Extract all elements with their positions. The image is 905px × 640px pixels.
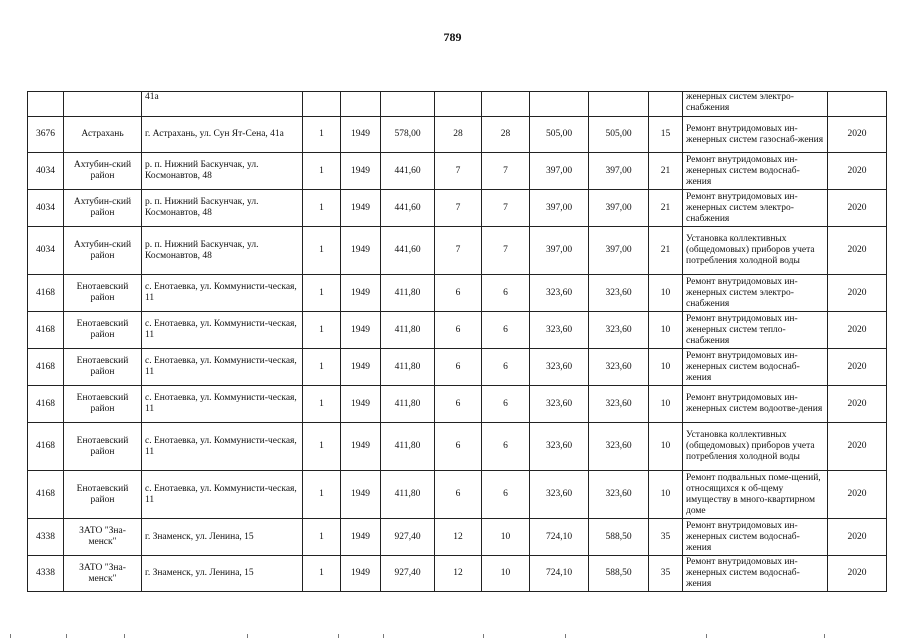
house-count-cell: 1 xyxy=(303,275,341,312)
work-type-cell: Ремонт подвальных поме-щений, относящихся к об-щему имуществу в много-квартирном доме xyxy=(683,471,828,519)
house-code-cell xyxy=(28,92,64,117)
total-area-cell: 411,80 xyxy=(381,423,435,471)
residents-cell: 6 xyxy=(435,275,482,312)
living-area-cell: 505,00 xyxy=(530,117,589,153)
total-area-cell: 927,40 xyxy=(381,556,435,592)
living-area-owned-cell: 588,50 xyxy=(589,519,649,556)
scan-edge-marks xyxy=(0,630,905,640)
house-count-cell: 1 xyxy=(303,312,341,349)
table-row xyxy=(28,471,887,519)
address-cell: с. Енотаевка, ул. Коммунисти-ческая, 11 xyxy=(142,386,303,423)
number-cell: 10 xyxy=(649,275,683,312)
build-year-cell: 1949 xyxy=(341,519,381,556)
address-cell: р. п. Нижний Баскунчак, ул. Космонавтов, 48 xyxy=(142,153,303,190)
table-row xyxy=(28,519,887,556)
address-cell: г. Астрахань, ул. Сун Ят-Сена, 41а xyxy=(142,117,303,153)
living-area-cell: 323,60 xyxy=(530,423,589,471)
living-area-cell: 397,00 xyxy=(530,190,589,227)
district-cell: ЗАТО "Зна-менск" xyxy=(64,556,142,592)
number-cell: 15 xyxy=(649,117,683,153)
district-cell: Енотаевский район xyxy=(64,386,142,423)
address-cell: г. Знаменск, ул. Ленина, 15 xyxy=(142,556,303,592)
plan-year-cell: 2020 xyxy=(828,386,887,423)
build-year-cell: 1949 xyxy=(341,190,381,227)
plan-year-cell: 2020 xyxy=(828,275,887,312)
residents-registered-cell: 6 xyxy=(482,386,530,423)
living-area-cell: 724,10 xyxy=(530,519,589,556)
house-count-cell: 1 xyxy=(303,227,341,275)
residents-cell: 7 xyxy=(435,190,482,227)
total-area-cell: 441,60 xyxy=(381,190,435,227)
residents-cell: 6 xyxy=(435,349,482,386)
plan-year-cell: 2020 xyxy=(828,153,887,190)
plan-year-cell: 2020 xyxy=(828,190,887,227)
total-area-cell: 578,00 xyxy=(381,117,435,153)
table-row xyxy=(28,153,887,190)
residents-cell: 12 xyxy=(435,556,482,592)
house-count-cell: 1 xyxy=(303,117,341,153)
total-area-cell: 411,80 xyxy=(381,312,435,349)
address-cell: с. Енотаевка, ул. Коммунисти-ческая, 11 xyxy=(142,312,303,349)
house-code-cell: 4168 xyxy=(28,423,64,471)
residents-cell: 7 xyxy=(435,153,482,190)
work-type-cell: Ремонт внутридомовых ин-женерных систем водоснаб-жения xyxy=(683,556,828,592)
house-count-cell: 1 xyxy=(303,349,341,386)
residents-registered-cell xyxy=(482,92,530,117)
housing-repair-table xyxy=(27,91,887,592)
residents-registered-cell: 7 xyxy=(482,190,530,227)
build-year-cell: 1949 xyxy=(341,275,381,312)
house-count-cell: 1 xyxy=(303,519,341,556)
plan-year-cell: 2020 xyxy=(828,519,887,556)
address-cell: с. Енотаевка, ул. Коммунисти-ческая, 11 xyxy=(142,349,303,386)
house-count-cell: 1 xyxy=(303,190,341,227)
total-area-cell: 441,60 xyxy=(381,153,435,190)
living-area-cell: 323,60 xyxy=(530,349,589,386)
work-type-cell: Ремонт внутридомовых ин-женерных систем электро-снабжения xyxy=(683,275,828,312)
number-cell: 21 xyxy=(649,190,683,227)
work-type-cell: женерных систем электро-снабжения xyxy=(683,92,828,117)
address-cell: с. Енотаевка, ул. Коммунисти-ческая, 11 xyxy=(142,471,303,519)
residents-registered-cell: 6 xyxy=(482,275,530,312)
residents-cell: 28 xyxy=(435,117,482,153)
residents-cell: 12 xyxy=(435,519,482,556)
build-year-cell xyxy=(341,92,381,117)
table-row xyxy=(28,423,887,471)
total-area-cell: 411,80 xyxy=(381,386,435,423)
table-row xyxy=(28,227,887,275)
living-area-cell: 724,10 xyxy=(530,556,589,592)
residents-registered-cell: 28 xyxy=(482,117,530,153)
district-cell: Енотаевский район xyxy=(64,471,142,519)
district-cell xyxy=(64,92,142,117)
table-row xyxy=(28,556,887,592)
number-cell: 35 xyxy=(649,556,683,592)
address-cell: с. Енотаевка, ул. Коммунисти-ческая, 11 xyxy=(142,275,303,312)
build-year-cell: 1949 xyxy=(341,423,381,471)
house-code-cell: 4168 xyxy=(28,312,64,349)
residents-registered-cell: 6 xyxy=(482,312,530,349)
address-cell: с. Енотаевка, ул. Коммунисти-ческая, 11 xyxy=(142,423,303,471)
address-cell: 41а xyxy=(142,92,303,117)
residents-registered-cell: 10 xyxy=(482,556,530,592)
house-code-cell: 3676 xyxy=(28,117,64,153)
work-type-cell: Установка коллективных (общедомовых) приборов учета потребления холодной воды xyxy=(683,423,828,471)
living-area-cell: 397,00 xyxy=(530,227,589,275)
district-cell: Ахтубин-ский район xyxy=(64,153,142,190)
number-cell: 10 xyxy=(649,312,683,349)
table-row xyxy=(28,117,887,153)
residents-registered-cell: 10 xyxy=(482,519,530,556)
residents-registered-cell: 6 xyxy=(482,349,530,386)
build-year-cell: 1949 xyxy=(341,471,381,519)
address-cell: р. п. Нижний Баскунчак, ул. Космонавтов, 48 xyxy=(142,190,303,227)
total-area-cell: 411,80 xyxy=(381,275,435,312)
build-year-cell: 1949 xyxy=(341,349,381,386)
residents-registered-cell: 6 xyxy=(482,471,530,519)
house-code-cell: 4034 xyxy=(28,227,64,275)
living-area-cell: 397,00 xyxy=(530,153,589,190)
district-cell: Енотаевский район xyxy=(64,423,142,471)
number-cell: 10 xyxy=(649,349,683,386)
living-area-owned-cell: 323,60 xyxy=(589,423,649,471)
total-area-cell: 411,80 xyxy=(381,471,435,519)
living-area-cell: 323,60 xyxy=(530,312,589,349)
living-area-owned-cell: 397,00 xyxy=(589,153,649,190)
work-type-cell: Ремонт внутридомовых ин-женерных систем водоснаб-жения xyxy=(683,519,828,556)
house-count-cell: 1 xyxy=(303,471,341,519)
number-cell: 35 xyxy=(649,519,683,556)
page-number: 789 xyxy=(443,30,462,44)
house-code-cell: 4034 xyxy=(28,190,64,227)
living-area-cell: 323,60 xyxy=(530,471,589,519)
house-code-cell: 4034 xyxy=(28,153,64,190)
living-area-cell: 323,60 xyxy=(530,275,589,312)
district-cell: Енотаевский район xyxy=(64,349,142,386)
table-row xyxy=(28,190,887,227)
residents-registered-cell: 7 xyxy=(482,227,530,275)
living-area-owned-cell: 397,00 xyxy=(589,227,649,275)
work-type-cell: Установка коллективных (общедомовых) приборов учета потребления холодной воды xyxy=(683,227,828,275)
build-year-cell: 1949 xyxy=(341,556,381,592)
build-year-cell: 1949 xyxy=(341,386,381,423)
total-area-cell: 441,60 xyxy=(381,227,435,275)
table-row xyxy=(28,312,887,349)
living-area-owned-cell: 323,60 xyxy=(589,349,649,386)
living-area-owned-cell: 323,60 xyxy=(589,312,649,349)
number-cell: 10 xyxy=(649,471,683,519)
house-code-cell: 4168 xyxy=(28,349,64,386)
house-code-cell: 4338 xyxy=(28,519,64,556)
work-type-cell: Ремонт внутридомовых ин-женерных систем водоотве-дения xyxy=(683,386,828,423)
living-area-owned-cell: 323,60 xyxy=(589,471,649,519)
work-type-cell: Ремонт внутридомовых ин-женерных систем тепло-снабжения xyxy=(683,312,828,349)
work-type-cell: Ремонт внутридомовых ин-женерных систем электро-снабжения xyxy=(683,190,828,227)
house-code-cell: 4168 xyxy=(28,386,64,423)
living-area-owned-cell: 588,50 xyxy=(589,556,649,592)
address-cell: г. Знаменск, ул. Ленина, 15 xyxy=(142,519,303,556)
address-cell: р. п. Нижний Баскунчак, ул. Космонавтов, 48 xyxy=(142,227,303,275)
living-area-owned-cell xyxy=(589,92,649,117)
table-body xyxy=(28,92,887,592)
living-area-owned-cell: 397,00 xyxy=(589,190,649,227)
living-area-owned-cell: 505,00 xyxy=(589,117,649,153)
living-area-cell: 323,60 xyxy=(530,386,589,423)
build-year-cell: 1949 xyxy=(341,227,381,275)
district-cell: Астрахань xyxy=(64,117,142,153)
district-cell: Енотаевский район xyxy=(64,275,142,312)
plan-year-cell: 2020 xyxy=(828,117,887,153)
plan-year-cell: 2020 xyxy=(828,471,887,519)
residents-cell xyxy=(435,92,482,117)
work-type-cell: Ремонт внутридомовых ин-женерных систем водоснаб-жения xyxy=(683,153,828,190)
work-type-cell: Ремонт внутридомовых ин-женерных систем водоснаб-жения xyxy=(683,349,828,386)
house-count-cell: 1 xyxy=(303,423,341,471)
residents-cell: 6 xyxy=(435,386,482,423)
residents-registered-cell: 7 xyxy=(482,153,530,190)
district-cell: Ахтубин-ский район xyxy=(64,190,142,227)
table-row xyxy=(28,275,887,312)
house-code-cell: 4168 xyxy=(28,471,64,519)
district-cell: Енотаевский район xyxy=(64,312,142,349)
total-area-cell: 411,80 xyxy=(381,349,435,386)
residents-cell: 6 xyxy=(435,312,482,349)
plan-year-cell: 2020 xyxy=(828,556,887,592)
number-cell: 10 xyxy=(649,386,683,423)
total-area-cell xyxy=(381,92,435,117)
living-area-owned-cell: 323,60 xyxy=(589,386,649,423)
district-cell: ЗАТО "Зна-менск" xyxy=(64,519,142,556)
residents-cell: 6 xyxy=(435,423,482,471)
build-year-cell: 1949 xyxy=(341,153,381,190)
plan-year-cell xyxy=(828,92,887,117)
build-year-cell: 1949 xyxy=(341,312,381,349)
total-area-cell: 927,40 xyxy=(381,519,435,556)
plan-year-cell: 2020 xyxy=(828,227,887,275)
house-count-cell: 1 xyxy=(303,153,341,190)
plan-year-cell: 2020 xyxy=(828,312,887,349)
number-cell: 21 xyxy=(649,227,683,275)
table-row xyxy=(28,386,887,423)
district-cell: Ахтубин-ский район xyxy=(64,227,142,275)
residents-cell: 7 xyxy=(435,227,482,275)
house-count-cell: 1 xyxy=(303,386,341,423)
plan-year-cell: 2020 xyxy=(828,349,887,386)
house-count-cell xyxy=(303,92,341,117)
work-type-cell: Ремонт внутридомовых ин-женерных систем газоснаб-жения xyxy=(683,117,828,153)
house-code-cell: 4168 xyxy=(28,275,64,312)
living-area-cell xyxy=(530,92,589,117)
table-row xyxy=(28,92,887,117)
residents-cell: 6 xyxy=(435,471,482,519)
number-cell xyxy=(649,92,683,117)
residents-registered-cell: 6 xyxy=(482,423,530,471)
number-cell: 21 xyxy=(649,153,683,190)
house-count-cell: 1 xyxy=(303,556,341,592)
plan-year-cell: 2020 xyxy=(828,423,887,471)
living-area-owned-cell: 323,60 xyxy=(589,275,649,312)
table-row xyxy=(28,349,887,386)
build-year-cell: 1949 xyxy=(341,117,381,153)
house-code-cell: 4338 xyxy=(28,556,64,592)
number-cell: 10 xyxy=(649,423,683,471)
